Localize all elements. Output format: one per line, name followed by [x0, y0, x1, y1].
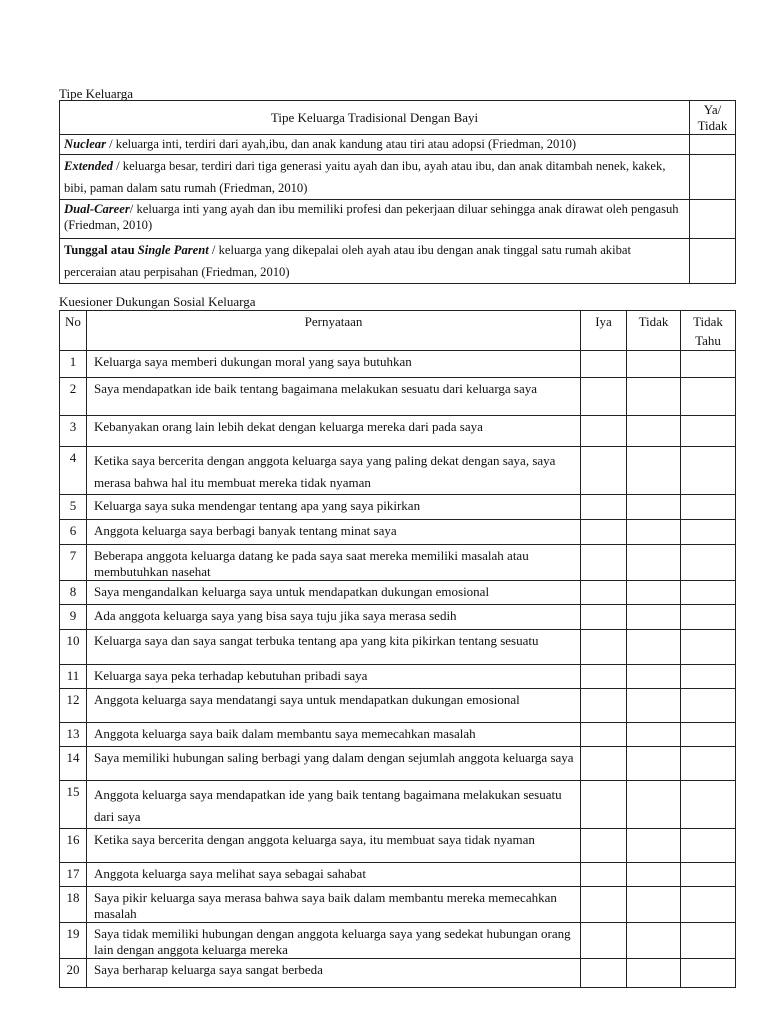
family-type-term: Dual-Career [64, 202, 130, 216]
dont-know-cell[interactable] [681, 959, 736, 988]
question-number: 12 [60, 689, 87, 723]
dont-know-header-line2: Tahu [695, 333, 721, 348]
family-type-description [60, 239, 690, 284]
question-number: 16 [60, 829, 87, 863]
dont-know-cell[interactable] [681, 923, 736, 959]
question-number: 9 [60, 605, 87, 630]
no-cell[interactable] [627, 781, 681, 829]
question-row [60, 520, 736, 545]
question-row [60, 665, 736, 689]
question-row [60, 863, 736, 887]
questionnaire-table [59, 310, 736, 988]
table-row [60, 155, 736, 200]
question-statement: Anggota keluarga saya mendapatkan ide yang baik tentang bagaimana melakukan sesuatu dari saya [87, 781, 581, 829]
question-row [60, 495, 736, 520]
yes-cell[interactable] [581, 781, 627, 829]
yes-cell[interactable] [581, 605, 627, 630]
question-number: 13 [60, 723, 87, 747]
answer-header [690, 101, 736, 135]
no-cell[interactable] [627, 630, 681, 665]
dont-know-cell[interactable] [681, 863, 736, 887]
question-statement: Saya pikir keluarga saya merasa bahwa saya baik dalam membantu mereka memecahkan masalah [87, 887, 581, 923]
no-cell[interactable] [627, 829, 681, 863]
question-statement: Anggota keluarga saya mendatangi saya untuk mendapatkan dukungan emosional [87, 689, 581, 723]
question-row [60, 605, 736, 630]
question-statement: Saya mendapatkan ide baik tentang bagaimana melakukan sesuatu dari keluarga saya [87, 378, 581, 416]
dont-know-cell[interactable] [681, 520, 736, 545]
question-statement: Saya mengandalkan keluarga saya untuk mendapatkan dukungan emosional [87, 581, 581, 605]
question-statement: Ketika saya bercerita dengan anggota keluarga saya, itu membuat saya tidak nyaman [87, 829, 581, 863]
question-number: 19 [60, 923, 87, 959]
no-cell[interactable] [627, 520, 681, 545]
answer-header-line1: Ya/ [703, 101, 722, 117]
yes-cell[interactable] [581, 351, 627, 378]
no-cell[interactable] [627, 887, 681, 923]
family-type-description [60, 200, 690, 239]
no-cell[interactable] [627, 923, 681, 959]
question-number: 14 [60, 747, 87, 781]
question-row [60, 447, 736, 495]
question-number: 15 [60, 781, 87, 829]
no-cell[interactable] [627, 605, 681, 630]
no-cell[interactable] [627, 863, 681, 887]
question-number: 10 [60, 630, 87, 665]
question-number: 1 [60, 351, 87, 378]
yes-cell[interactable] [581, 723, 627, 747]
question-statement: Ketika saya bercerita dengan anggota keluarga saya yang paling dekat dengan saya, saya merasa bahwa hal itu membuat mereka tidak nyaman [87, 447, 581, 495]
description-text: keluarga besar, terdiri dari tiga generasi yaitu ayah dan ibu, ayah atau ibu, dan anak ditambah nenek, kakek, bibi, paman dalam satu rumah (Friedman, 2010) [64, 159, 666, 195]
question-statement: Keluarga saya suka mendengar tentang apa yang saya pikirkan [87, 495, 581, 520]
dont-know-cell[interactable] [681, 416, 736, 447]
separator: / [208, 243, 219, 257]
family-type-term: Nuclear [64, 137, 106, 151]
question-statement: Saya berharap keluarga saya sangat berbeda [87, 959, 581, 988]
question-row [60, 689, 736, 723]
no-cell[interactable] [627, 747, 681, 781]
answer-cell[interactable] [690, 239, 736, 284]
no-header: No [60, 311, 87, 351]
question-number: 8 [60, 581, 87, 605]
question-row [60, 581, 736, 605]
question-statement: Beberapa anggota keluarga datang ke pada saya saat mereka memiliki masalah atau membutuhkan nasehat [87, 545, 581, 581]
answer-cell[interactable] [690, 155, 736, 200]
separator: / [105, 137, 116, 151]
dont-know-cell[interactable] [681, 447, 736, 495]
dont-know-cell[interactable] [681, 829, 736, 863]
yes-cell[interactable] [581, 959, 627, 988]
question-row [60, 416, 736, 447]
dont-know-cell[interactable] [681, 630, 736, 665]
question-number: 7 [60, 545, 87, 581]
question-statement: Saya tidak memiliki hubungan dengan anggota keluarga saya yang sedekat hubungan orang lain dengan anggota keluarga mereka [87, 923, 581, 959]
description-text: keluarga inti, terdiri dari ayah,ibu, dan anak kandung atau tiri atau adopsi (Friedman, 2010) [115, 137, 577, 151]
yes-cell[interactable] [581, 665, 627, 689]
no-cell[interactable] [627, 959, 681, 988]
no-answer-header: Tidak [627, 311, 681, 351]
question-number: 4 [60, 447, 87, 495]
question-number: 3 [60, 416, 87, 447]
family-type-term: Single Parent [137, 243, 209, 257]
yes-cell[interactable] [581, 378, 627, 416]
no-cell[interactable] [627, 495, 681, 520]
dont-know-cell[interactable] [681, 378, 736, 416]
question-number: 17 [60, 863, 87, 887]
questionnaire-title: Kuesioner Dukungan Sosial Keluarga [59, 294, 256, 309]
question-statement: Keluarga saya dan saya sangat terbuka tentang apa yang kita pikirkan tentang sesuatu [87, 630, 581, 665]
family-type-title: Tipe Keluarga [59, 86, 134, 101]
yes-cell[interactable] [581, 416, 627, 447]
question-row [60, 545, 736, 581]
description-text: keluarga yang dikepalai oleh ayah atau ibu dengan anak tinggal satu rumah akibat perceraian atau perpisahan (Friedman, 2010) [64, 243, 631, 279]
dont-know-cell[interactable] [681, 495, 736, 520]
question-row [60, 747, 736, 781]
yes-header: Iya [581, 311, 627, 351]
family-type-table [59, 100, 736, 284]
dont-know-header [681, 311, 736, 351]
question-number: 11 [60, 665, 87, 689]
yes-cell[interactable] [581, 447, 627, 495]
question-row [60, 829, 736, 863]
family-type-term: Extended [64, 159, 113, 173]
family-type-header: Tipe Keluarga Tradisional Dengan Bayi [60, 101, 690, 135]
table-row [60, 200, 736, 239]
family-type-description [60, 135, 690, 155]
yes-cell[interactable] [581, 747, 627, 781]
description-text: keluarga inti yang ayah dan ibu memiliki profesi dan pekerjaan diluar sehingga anak dirawat oleh pengasuh (Friedman, 2010) [64, 202, 679, 232]
answer-cell[interactable] [690, 135, 736, 155]
separator: / [112, 159, 123, 173]
dont-know-header-line1: Tidak [693, 314, 723, 329]
dont-know-cell[interactable] [681, 887, 736, 923]
dont-know-cell[interactable] [681, 665, 736, 689]
question-statement: Keluarga saya peka terhadap kebutuhan pribadi saya [87, 665, 581, 689]
yes-cell[interactable] [581, 863, 627, 887]
yes-cell[interactable] [581, 495, 627, 520]
no-cell[interactable] [627, 416, 681, 447]
family-type-description [60, 155, 690, 200]
question-number: 2 [60, 378, 87, 416]
no-cell[interactable] [627, 689, 681, 723]
dont-know-cell[interactable] [681, 605, 736, 630]
answer-cell[interactable] [690, 200, 736, 239]
yes-cell[interactable] [581, 581, 627, 605]
no-cell[interactable] [627, 351, 681, 378]
statement-header: Pernyataan [87, 311, 581, 351]
no-cell[interactable] [627, 665, 681, 689]
question-statement: Kebanyakan orang lain lebih dekat dengan keluarga mereka dari pada saya [87, 416, 581, 447]
question-row [60, 959, 736, 988]
yes-cell[interactable] [581, 829, 627, 863]
question-row [60, 887, 736, 923]
no-cell[interactable] [627, 723, 681, 747]
question-statement: Anggota keluarga saya melihat saya sebagai sahabat [87, 863, 581, 887]
dont-know-cell[interactable] [681, 781, 736, 829]
question-number: 20 [60, 959, 87, 988]
dont-know-cell[interactable] [681, 723, 736, 747]
no-cell[interactable] [627, 581, 681, 605]
no-cell[interactable] [627, 447, 681, 495]
table-row [60, 135, 736, 155]
question-statement: Saya memiliki hubungan saling berbagi yang dalam dengan sejumlah anggota keluarga saya [87, 747, 581, 781]
question-row [60, 781, 736, 829]
dont-know-cell[interactable] [681, 747, 736, 781]
question-number: 18 [60, 887, 87, 923]
question-row [60, 351, 736, 378]
question-number: 6 [60, 520, 87, 545]
question-row [60, 723, 736, 747]
family-type-term-plain: Tunggal atau [64, 243, 138, 257]
yes-cell[interactable] [581, 520, 627, 545]
dont-know-cell[interactable] [681, 689, 736, 723]
separator: / [129, 202, 137, 216]
dont-know-cell[interactable] [681, 351, 736, 378]
question-row [60, 630, 736, 665]
no-cell[interactable] [627, 545, 681, 581]
dont-know-cell[interactable] [681, 581, 736, 605]
question-statement: Keluarga saya memberi dukungan moral yang saya butuhkan [87, 351, 581, 378]
question-statement: Ada anggota keluarga saya yang bisa saya tuju jika saya merasa sedih [87, 605, 581, 630]
question-statement: Anggota keluarga saya baik dalam membantu saya memecahkan masalah [87, 723, 581, 747]
answer-header-line2: Tidak [697, 117, 728, 133]
question-number: 5 [60, 495, 87, 520]
dont-know-cell[interactable] [681, 545, 736, 581]
table-row [60, 239, 736, 284]
yes-cell[interactable] [581, 545, 627, 581]
yes-cell[interactable] [581, 630, 627, 665]
yes-cell[interactable] [581, 923, 627, 959]
yes-cell[interactable] [581, 689, 627, 723]
question-row [60, 923, 736, 959]
no-cell[interactable] [627, 378, 681, 416]
question-row [60, 378, 736, 416]
yes-cell[interactable] [581, 887, 627, 923]
question-statement: Anggota keluarga saya berbagi banyak tentang minat saya [87, 520, 581, 545]
